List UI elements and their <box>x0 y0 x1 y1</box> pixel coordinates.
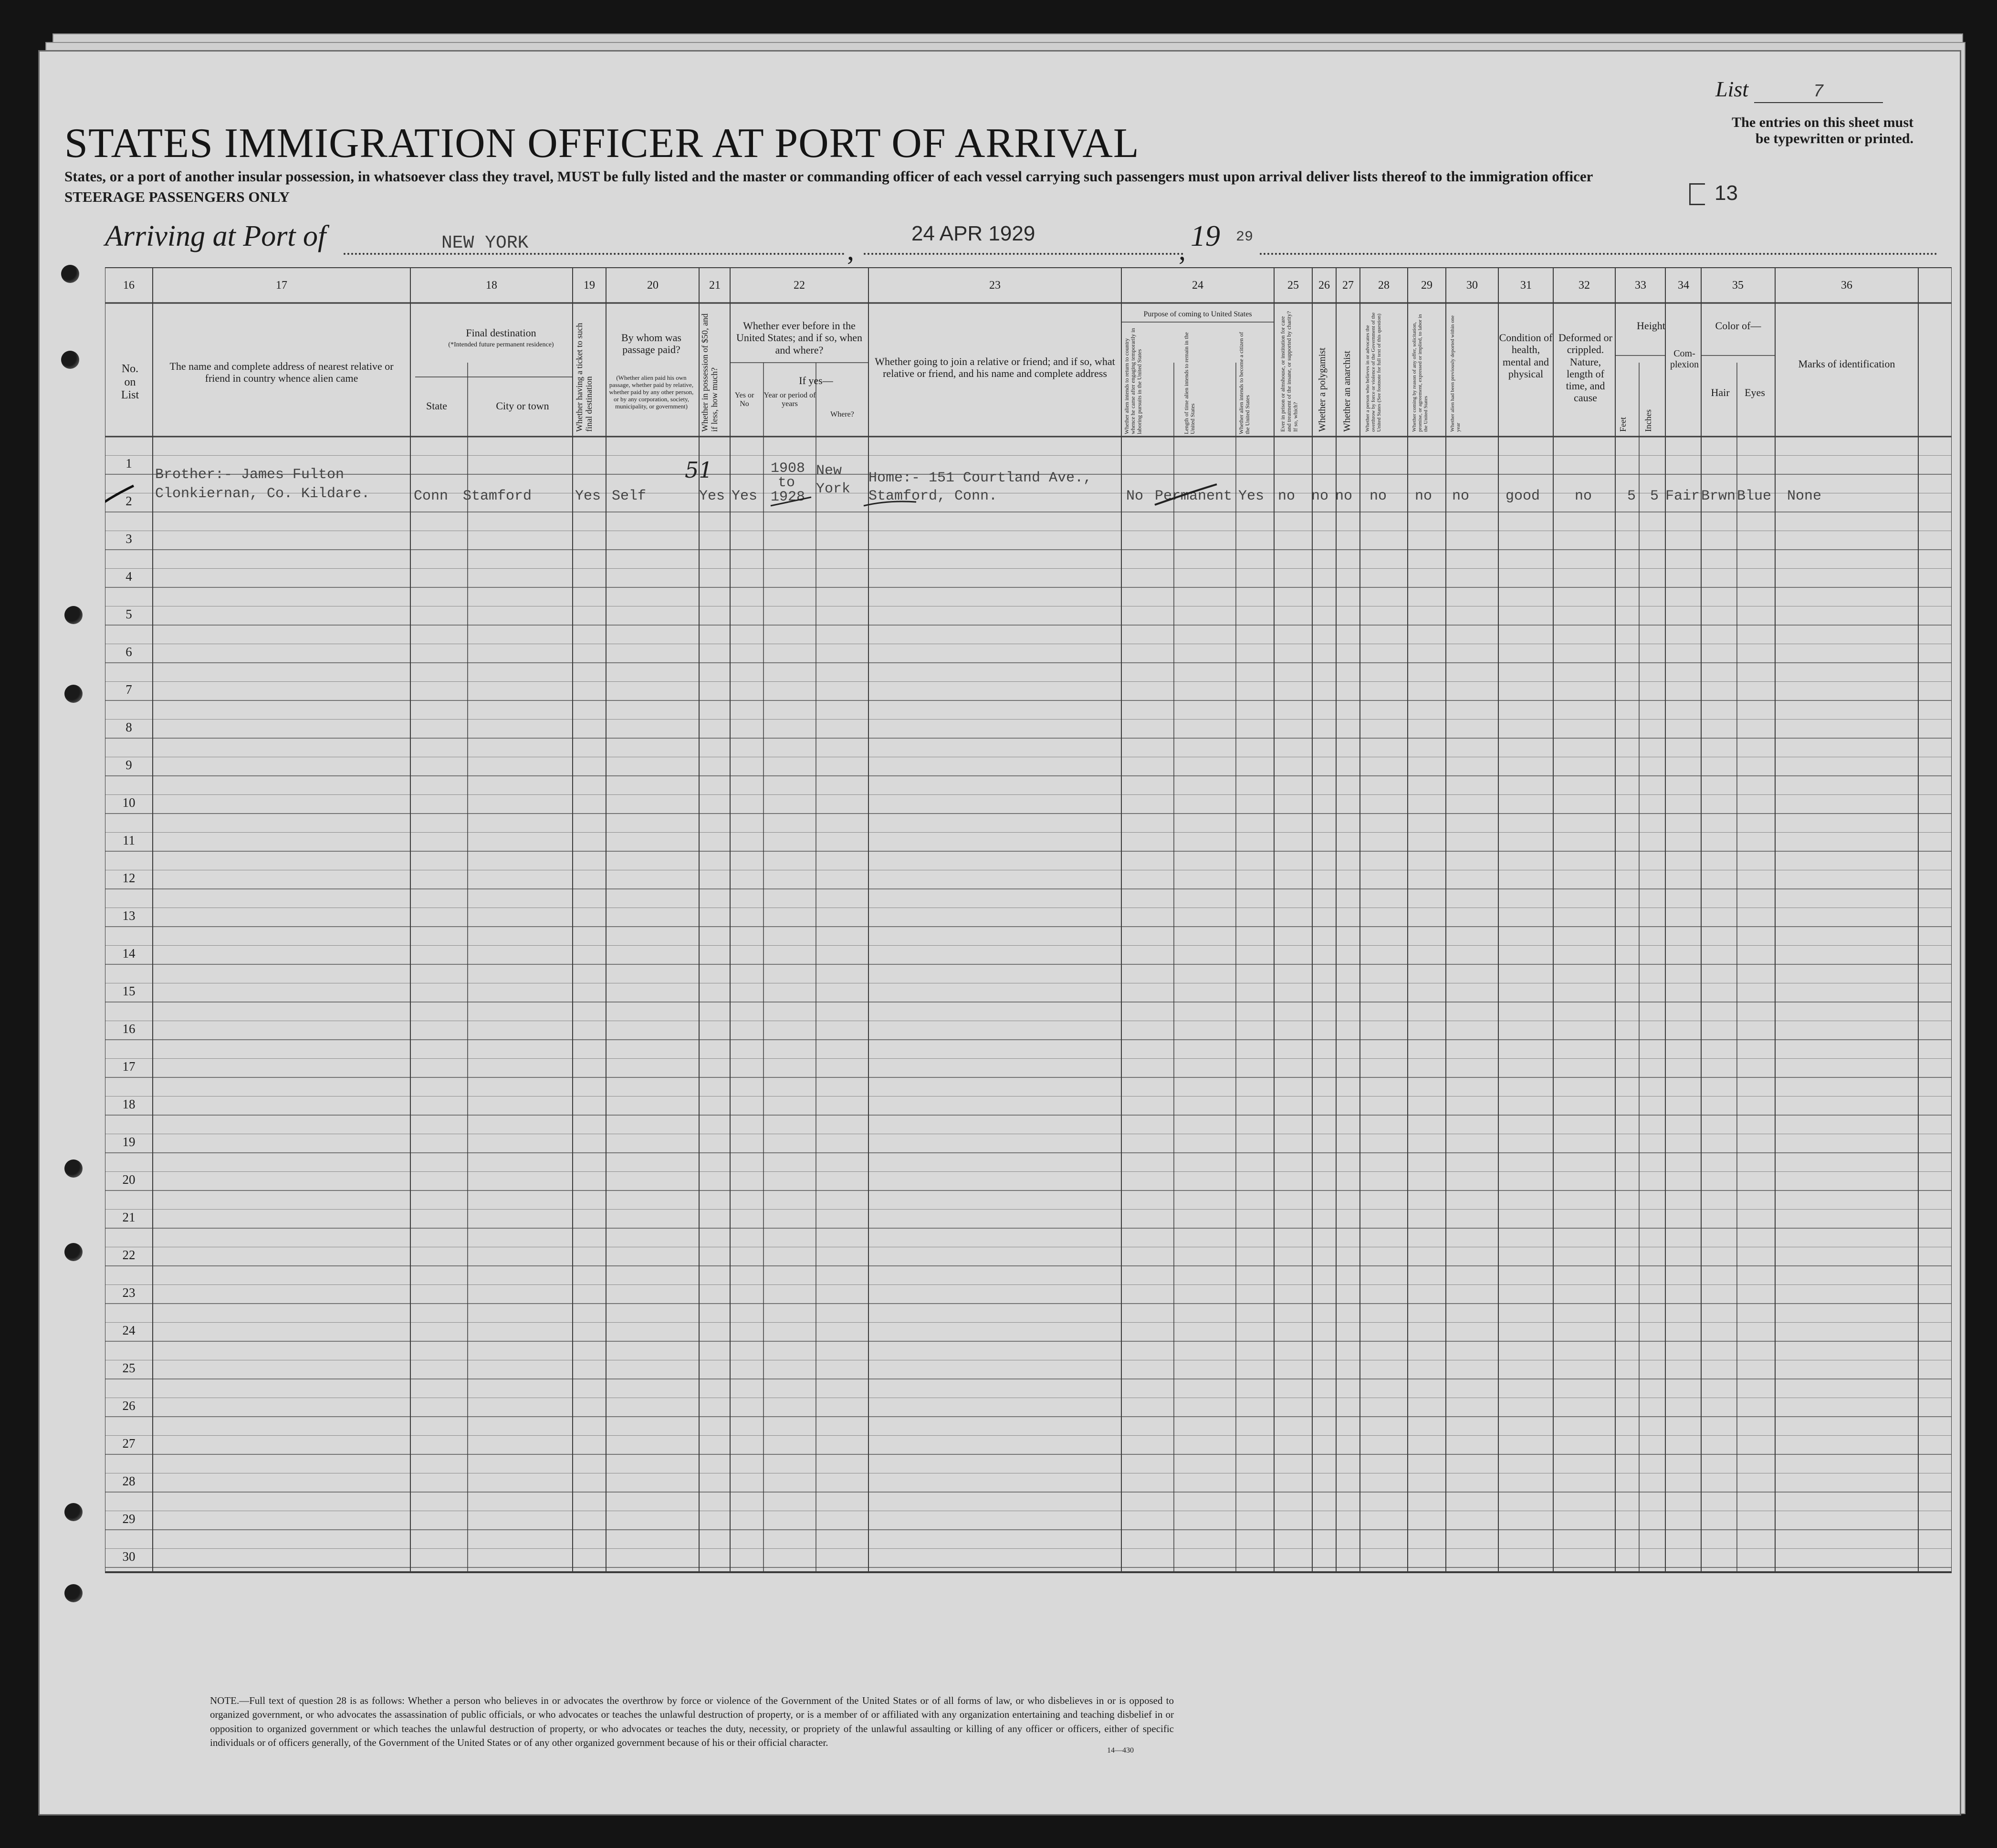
header-final-destination-note: (*Intended future permanent residence) <box>448 341 554 348</box>
marks: None <box>1787 488 1822 504</box>
comma: , <box>1179 234 1186 266</box>
punch-hole <box>64 1584 83 1602</box>
header-q30: Whether alien had been previously deported within one year <box>1450 315 1462 432</box>
row-number: 14 <box>122 946 136 961</box>
port-value: NEW YORK <box>441 233 529 253</box>
row-number: 4 <box>125 569 132 584</box>
column-number: 32 <box>1579 279 1590 292</box>
list-label: List 7 <box>1715 76 1883 103</box>
relative-line1: Brother:- James Fulton <box>155 467 345 483</box>
header-ticket: Whether having a ticket to such final destination <box>575 323 594 432</box>
column-number: 27 <box>1342 279 1354 292</box>
header-deformed: Deformed or crippled. Nature, length of time, and cause <box>1558 332 1612 404</box>
header-relative: The name and complete address of nearest relative or friend in country whence alien came <box>169 360 394 385</box>
column-number: 18 <box>486 279 497 292</box>
year-line <box>1260 253 1937 255</box>
joining-line2: Stamford, Conn. <box>868 488 998 504</box>
header-complexion: Com-plexion <box>1670 348 1699 370</box>
header-health: Condition of health, mental and physical <box>1499 332 1553 380</box>
column-number: 20 <box>647 279 659 292</box>
polygamist: no <box>1311 488 1329 504</box>
row-number: 24 <box>122 1323 136 1337</box>
length-of-stay: Permanent <box>1155 488 1233 504</box>
before-yesno: Yes <box>732 488 758 504</box>
header-year: Year or period of years <box>763 391 816 408</box>
subtitle-line1: States, or a port of another insular possession, in whatsoever class they travel, MUST be fully listed and the master or commanding officer of each vessel carrying such passengers must upon arrival deliver lists thereof to the immigration officer <box>64 168 1593 185</box>
header-anarchist: Whether an anarchist <box>1342 351 1352 432</box>
subtitle-line2: STEERAGE PASSENGERS ONLY <box>64 188 290 205</box>
column-number: 17 <box>276 279 287 292</box>
column-number: 26 <box>1318 279 1330 292</box>
header-marks: Marks of identification <box>1798 358 1895 370</box>
row-number: 1 <box>125 456 132 470</box>
before-years-2: to <box>778 475 795 491</box>
row-number: 27 <box>122 1436 136 1451</box>
header-joining: Whether going to join a relative or friend; and if so, what relative or friend, and his name and complete address <box>875 355 1115 380</box>
row-number: 18 <box>122 1097 136 1111</box>
arriving-label: Arriving at Port of <box>105 220 326 252</box>
header-where: Where? <box>830 410 854 418</box>
list-number: 7 <box>1754 82 1883 103</box>
row-number: 25 <box>122 1361 136 1375</box>
anarchist: no <box>1335 488 1353 504</box>
header-passage-paid-note: (Whether alien paid his own passage, whether paid by relative, whether paid by any other person, or by any corporation, society, municipality, or government) <box>609 374 694 410</box>
year-suffix: 29 <box>1236 229 1254 245</box>
punch-hole <box>64 685 83 703</box>
header-feet: Feet <box>1618 417 1628 432</box>
column-number: 28 <box>1378 279 1390 292</box>
row-number: 10 <box>122 795 136 810</box>
footnote: NOTE.—Full text of question 28 is as follows: Whether a person who believes in or advocates the overthrow by force or violence of the Government of the United States or of all forms of law, or who disbelieves in or is opposed to organized government, or who advocates the assassination of public officials, or who advocates or teaches the unlawful destruction of property, or is a member of or affiliated with any organization entertaining and teaching disbelief in or opposition to organized government or which teaches the unlawful destruction of property, or who advocates or teaches the duty, necessity, or propriety of the unlawful assaulting or killing of any officer or officers, either of specific individuals or of officers generally, of the Government of the United States or of any other organized government because of his or their official character. <box>210 1695 1174 1749</box>
before-years-3: 1928 <box>771 489 805 505</box>
row-number: 30 <box>122 1549 136 1564</box>
header-color: Color of— <box>1715 320 1761 332</box>
row-number: 3 <box>125 532 132 546</box>
column-number: 19 <box>584 279 595 292</box>
header-state: State <box>426 400 447 412</box>
comma: , <box>847 234 854 266</box>
before-years-1: 1908 <box>771 460 805 477</box>
paid-by-value: Self <box>612 488 647 504</box>
row-number: 13 <box>122 908 136 923</box>
punch-hole <box>61 265 79 283</box>
health: good <box>1506 488 1540 504</box>
column-number: 21 <box>709 279 721 292</box>
where-2: York <box>816 481 851 497</box>
row-number: 22 <box>122 1248 136 1262</box>
sheet-number: 13 <box>1689 181 1738 205</box>
punch-hole <box>64 1503 83 1521</box>
header-return-intent: Whether alien intends to return to country whence he came after engaging temporarily in laboring pursuits in the United States <box>1123 328 1143 434</box>
row-number: 12 <box>122 871 136 885</box>
column-number: 36 <box>1841 279 1852 292</box>
row-number: 15 <box>122 984 136 998</box>
header-purpose: Purpose of coming to United States <box>1143 310 1252 318</box>
column-number: 22 <box>794 279 805 292</box>
complexion: Fair <box>1665 488 1700 504</box>
header-if-yes: If yes— <box>799 375 833 386</box>
row-number: 17 <box>122 1059 136 1074</box>
column-number: 31 <box>1520 279 1532 292</box>
port-line <box>344 253 845 255</box>
row-number: 16 <box>122 1022 136 1036</box>
column-number: 33 <box>1635 279 1646 292</box>
return-intent: No <box>1126 488 1144 504</box>
header-fifty-dollars: Whether in possession of $50, and if less, how much? <box>700 313 719 432</box>
punch-hole <box>64 1159 83 1178</box>
column-number: 23 <box>989 279 1001 292</box>
header-inches: Inches <box>1643 409 1653 432</box>
prison: no <box>1278 488 1296 504</box>
ticket-value: Yes <box>575 488 601 504</box>
punch-hole <box>64 1243 83 1261</box>
where-1: New <box>816 463 842 479</box>
form-number: 14—430 <box>1107 1746 1134 1754</box>
row-number: 28 <box>122 1474 136 1488</box>
header-polygamist: Whether a polygamist <box>1317 347 1328 432</box>
eyes: Blue <box>1737 488 1772 504</box>
hair: Brwn <box>1701 488 1736 504</box>
header-height: Height <box>1637 320 1665 332</box>
citizen: Yes <box>1238 488 1265 504</box>
money-value: Yes <box>699 488 725 504</box>
relative-line2: Clonkiernan, Co. Kildare. <box>155 486 370 502</box>
q29: no <box>1415 488 1432 504</box>
row-number: 26 <box>122 1399 136 1413</box>
header-q28: Whether a person who believes in or advocates the overthrow by force or violence of the Government of the United States (See footnote for full text of this question) <box>1365 312 1382 432</box>
date-line <box>864 253 1183 255</box>
header-eyes: Eyes <box>1745 386 1765 398</box>
date-stamp: 24 APR 1929 <box>911 222 1035 245</box>
header-yes-no: Yes or No <box>734 391 754 408</box>
height-feet: 5 <box>1627 488 1636 504</box>
year-prefix: 19 <box>1191 220 1220 252</box>
row-number: 23 <box>122 1285 136 1300</box>
manifest-table <box>105 267 1952 1653</box>
column-number: 29 <box>1421 279 1432 292</box>
punch-hole <box>64 606 83 624</box>
header-length-of-stay: Length of time alien intends to remain in the United States <box>1183 332 1196 434</box>
row-number: 2 <box>125 494 132 508</box>
deformed: no <box>1575 488 1592 504</box>
header-hair: Hair <box>1711 386 1730 398</box>
destination-city: Stamford <box>463 488 532 504</box>
q28: no <box>1370 488 1387 504</box>
row-number: 5 <box>125 607 132 621</box>
column-number: 30 <box>1466 279 1478 292</box>
row-number: 7 <box>125 682 132 697</box>
row-number: 8 <box>125 720 132 734</box>
punch-hole <box>61 351 79 369</box>
row-number: 11 <box>123 833 135 847</box>
row-number: 20 <box>122 1172 136 1187</box>
column-number: 25 <box>1287 279 1299 292</box>
height-inches: 5 <box>1650 488 1659 504</box>
row-number: 21 <box>122 1210 136 1224</box>
header-passage-paid: By whom was passage paid? <box>621 332 681 356</box>
row-number: 29 <box>122 1512 136 1526</box>
typed-note: The entries on this sheet must be typewritten or printed. <box>1732 115 1913 146</box>
destination-state: Conn <box>414 488 449 504</box>
joining-line1: Home:- 151 Courtland Ave., <box>868 470 1092 486</box>
row-number: 9 <box>125 758 132 772</box>
q30: no <box>1452 488 1470 504</box>
page-title: STATES IMMIGRATION OFFICER AT PORT OF ARRIVAL <box>64 120 1140 167</box>
row-number: 19 <box>122 1135 136 1149</box>
header-q29: Whether coming by reason of any offer, solicitation, promise, or agreement, expressed or implied, to labor in the United States <box>1411 314 1429 432</box>
column-number: 35 <box>1732 279 1744 292</box>
money-handwritten: 51 <box>685 457 713 483</box>
column-number: 24 <box>1192 279 1203 292</box>
header-before-in-us: Whether ever before in the United States; and if so, when and where? <box>736 320 862 356</box>
row-number: 6 <box>125 645 132 659</box>
column-number: 34 <box>1678 279 1689 292</box>
column-number: 16 <box>123 279 135 292</box>
header-final-destination: Final destination <box>466 327 536 339</box>
header-citizen: Whether alien intends to become a citizen of the United States <box>1238 332 1251 434</box>
header-prison: Ever in prison or almshouse, or institution for care and treatment of the insane, or supported by charity? If so, which? <box>1279 311 1299 432</box>
header-city: City or town <box>496 400 549 412</box>
header-list-number: No. on List <box>121 363 139 402</box>
